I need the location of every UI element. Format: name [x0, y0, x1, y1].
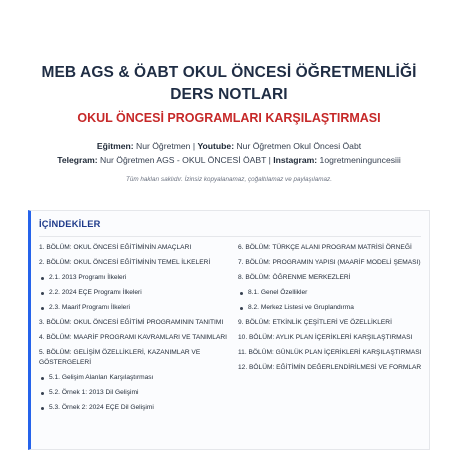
bullet-icon	[41, 277, 44, 280]
egitmen-label: Eğitmen:	[96, 141, 134, 151]
toc-entry-text: 2.3. Maarif Programı İlkeleri	[49, 304, 130, 311]
toc-entry-text: 10. BÖLÜM: AYLIK PLAN İÇERİKLERİ KARŞILAŞTIRMASI	[238, 334, 413, 341]
toc-entry-text: 12. BÖLÜM: EĞİTİMİN DEĞERLENDİRİLMESİ VE FORMLAR	[238, 364, 422, 371]
toc-right-column	[238, 243, 426, 378]
toc-entry-text: 8.1. Genel Özellikler	[248, 289, 308, 296]
document-title: MEB AGS & ÖABT OKUL ÖNCESİ ÖĞRETMENLİĞİ DERS NOTLARI	[41, 64, 417, 103]
toc-subitem-link[interactable]	[39, 288, 229, 298]
bullet-icon	[41, 377, 44, 380]
toc-item-link[interactable]	[39, 318, 229, 328]
toc-entry-text: 11. BÖLÜM: GÜNLÜK PLAN İÇERİKLERİ KARŞILAŞTIRMASI	[238, 349, 422, 356]
toc-entry-text: 9. BÖLÜM: ETKİNLİK ÇEŞİTLERİ VE ÖZELLİKLERİ	[238, 319, 392, 326]
toc-item-link[interactable]	[39, 258, 229, 268]
toc-subitem-link[interactable]	[39, 303, 229, 313]
bullet-icon	[41, 392, 44, 395]
toc-item-link[interactable]	[39, 348, 229, 368]
toc-subitem-link[interactable]	[39, 273, 229, 283]
telegram-label: Telegram:	[57, 155, 98, 165]
toc-item-link[interactable]	[238, 363, 426, 373]
document-subtitle: OKUL ÖNCESİ PROGRAMLARI KARŞILAŞTIRMASI	[77, 111, 381, 125]
instagram-value: 1ogretmeninguncesiii	[317, 155, 401, 165]
toc-entry-text: 2.1. 2013 Programı İlkeleri	[49, 274, 127, 281]
toc-item-link[interactable]	[238, 243, 426, 253]
toc-entry-text: 6. BÖLÜM: TÜRKÇE ALANI PROGRAM MATRİSİ ÖRNEĞİ	[238, 244, 412, 251]
toc-subitem-link[interactable]	[39, 403, 229, 413]
telegram-value: Nur Öğretmen AGS - OKUL ÖNCESİ ÖABT |	[97, 155, 274, 165]
toc-entry-text: 5.2. Örnek 1: 2013 Dil Gelişimi	[49, 389, 139, 396]
youtube-label: Youtube:	[197, 141, 235, 151]
toc-entry-text: 3. BÖLÜM: OKUL ÖNCESİ EĞİTİMİ PROGRAMININ TANITIMI	[39, 319, 224, 326]
info-line-2	[10, 153, 448, 167]
toc-subitem-link[interactable]	[39, 373, 229, 383]
toc-entry-text: 4. BÖLÜM: MAARİF PROGRAMI KAVRAMLARI VE TANIMLARI	[39, 334, 227, 341]
egitmen-value: Nur Öğretmen |	[133, 141, 198, 151]
toc-item-link[interactable]	[238, 333, 426, 343]
toc-entry-text: 1. BÖLÜM: OKUL ÖNCESİ EĞİTİMİNİN AMAÇLARI	[39, 244, 192, 251]
toc-item-link[interactable]	[238, 273, 426, 283]
toc-divider	[39, 236, 421, 237]
toc-entry-text: 5.3. Örnek 2: 2024 EÇE Dil Gelişimi	[49, 404, 154, 411]
copyright-notice: Tüm hakları saklıdır. İzinsiz kopyalanamaz, çoğaltılamaz ve paylaşılamaz.	[126, 176, 332, 183]
toc-entry-text: 2. BÖLÜM: OKUL ÖNCESİ EĞİTİMİNİN TEMEL İLKELERİ	[39, 259, 211, 266]
toc-entry-text: 8. BÖLÜM: ÖĞRENME MERKEZLERİ	[238, 274, 351, 281]
info-line-1	[10, 139, 448, 153]
bullet-icon	[41, 307, 44, 310]
bullet-icon	[240, 292, 243, 295]
toc-entry-text: 7. BÖLÜM: PROGRAMIN YAPISI (MAARİF MODELİ ŞEMASI)	[238, 259, 421, 266]
toc-entry-text: 8.2. Merkez Listesi ve Gruplandırma	[248, 304, 354, 311]
toc-header: İÇİNDEKİLER	[39, 219, 101, 229]
toc-left-column	[39, 243, 229, 418]
toc-item-link[interactable]	[238, 258, 426, 268]
toc-entry-text: 5. BÖLÜM: GELİŞİM ÖZELLİKLERİ, KAZANIMLAR VE GÖSTERGELERİ	[39, 349, 201, 366]
toc-subitem-link[interactable]	[238, 303, 426, 313]
bullet-icon	[41, 407, 44, 410]
author-info	[10, 139, 448, 167]
table-of-contents	[28, 210, 430, 450]
toc-item-link[interactable]	[39, 243, 229, 253]
toc-item-link[interactable]	[238, 348, 426, 358]
toc-item-link[interactable]	[238, 318, 426, 328]
toc-entry-text: 5.1. Gelişim Alanları Karşılaştırması	[49, 374, 154, 381]
youtube-value: Nur Öğretmen Okul Öncesi Öabt	[234, 141, 362, 151]
bullet-icon	[41, 292, 44, 295]
toc-subitem-link[interactable]	[238, 288, 426, 298]
bullet-icon	[240, 307, 243, 310]
instagram-label: Instagram:	[273, 155, 318, 165]
toc-item-link[interactable]	[39, 333, 229, 343]
toc-subitem-link[interactable]	[39, 388, 229, 398]
toc-entry-text: 2.2. 2024 EÇE Programı İlkeleri	[49, 289, 142, 296]
